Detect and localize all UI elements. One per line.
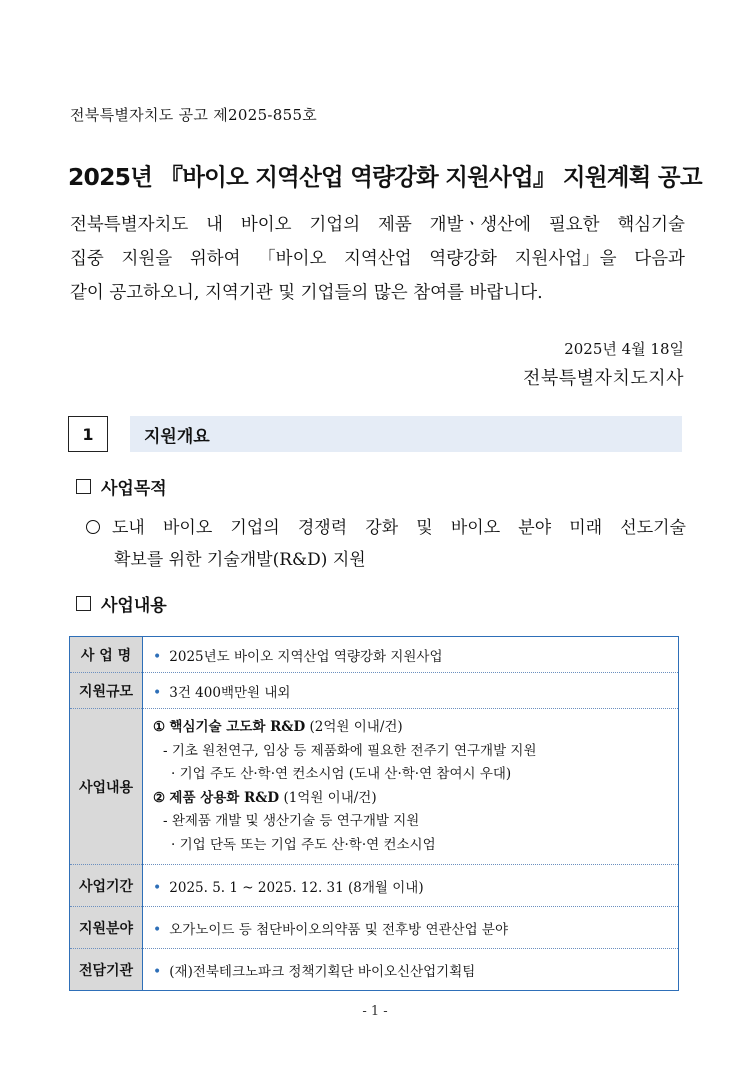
- section-number: 1: [68, 416, 108, 452]
- table-row: [70, 637, 679, 673]
- item-subdetail: · 기업 주도 산·학·연 컨소시엄 (도내 산·학·연 참여시 우대): [171, 766, 512, 782]
- intro-word: 기업의: [309, 215, 361, 235]
- notice-number: 전북특별자치도 공고 제2025-855호: [70, 106, 318, 124]
- circle-bullet-icon: [86, 520, 100, 534]
- row-label: 지원분야: [70, 907, 143, 949]
- purpose-word: 바이오: [163, 518, 213, 538]
- purpose-heading-label: 사업목적: [101, 479, 167, 499]
- purpose-word: 강화: [365, 518, 399, 538]
- purpose-word: 및: [416, 518, 433, 538]
- purpose-word: 기업의: [230, 518, 280, 538]
- overview-table: [69, 636, 679, 991]
- bullet-dot-icon: •: [153, 684, 162, 701]
- bullet-dot-icon: •: [153, 921, 162, 938]
- purpose-word: 바이오: [450, 518, 501, 538]
- row-value: [143, 865, 679, 907]
- item-detail: - 기초 원천연구, 임상 등 제품화에 필요한 전주기 연구개발 지원: [163, 742, 537, 759]
- row-value: [143, 673, 679, 709]
- content-item-2: [153, 787, 668, 811]
- purpose-word: 도내: [112, 518, 145, 538]
- purpose-word: 분야: [518, 518, 552, 538]
- purpose-word: 미래: [569, 518, 603, 538]
- intro-word: 집중: [70, 249, 104, 269]
- item-amount: (1억원 이내/건): [283, 789, 377, 806]
- table-row: [70, 907, 679, 949]
- intro-word: 내: [206, 215, 224, 235]
- intro-word: 다음과: [634, 249, 685, 269]
- intro-word: 필요한: [548, 215, 600, 235]
- bullet-dot-icon: •: [153, 963, 162, 980]
- section-title: 지원개요: [130, 416, 682, 452]
- intro-word: 핵심기술: [617, 215, 685, 235]
- item-number: ②: [153, 789, 166, 806]
- intro-line-2: [70, 242, 685, 276]
- purpose-line-2: 확보를 위한 기술개발(R&D) 지원: [114, 550, 366, 570]
- item-title: 핵심기술 고도화 R&D: [169, 719, 306, 735]
- item-number: ①: [153, 719, 166, 735]
- content-heading-label: 사업내용: [101, 596, 167, 616]
- content-heading: [76, 591, 167, 616]
- purpose-word: 경쟁력: [297, 518, 348, 538]
- bullet-dot-icon: •: [153, 879, 162, 896]
- purpose-heading: [76, 474, 167, 499]
- intro-word: 지역산업: [344, 249, 412, 269]
- intro-word: 지원을: [121, 249, 173, 269]
- item-title: 제품 상용화 R&D: [169, 789, 280, 806]
- table-row: [70, 709, 679, 865]
- intro-word: 개발ㆍ생산에: [429, 215, 531, 235]
- table-row: [70, 673, 679, 709]
- intro-word: 전북특별자치도: [70, 215, 189, 235]
- content-item-1: [153, 716, 668, 740]
- checkbox-square-icon: [76, 596, 91, 611]
- row-label: 지원규모: [70, 673, 143, 709]
- purpose-line-1: [112, 512, 686, 544]
- item-detail: - 완제품 개발 및 생산기술 등 연구개발 지원: [163, 813, 420, 829]
- item-subdetail: · 기업 단독 또는 기업 주도 산·학·연 컨소시엄: [171, 836, 436, 853]
- intro-word: 제품: [377, 215, 412, 235]
- intro-word: 역량강화: [429, 249, 497, 269]
- row-value: [143, 907, 679, 949]
- row-label: 전담기관: [70, 949, 143, 991]
- table-row: [70, 949, 679, 991]
- page-number: - 1 -: [362, 1004, 388, 1019]
- intro-line-1: [70, 208, 685, 242]
- page-title: 2025년 『바이오 지역산업 역량강화 지원사업』 지원계획 공고: [68, 163, 702, 191]
- row-label: 사업기간: [70, 865, 143, 907]
- support-scale: 3건 400백만원 내외: [169, 684, 291, 701]
- row-value: [143, 949, 679, 991]
- row-label: 사 업 명: [70, 637, 143, 673]
- table-row: [70, 865, 679, 907]
- issuer: 전북특별자치도지사: [523, 368, 684, 389]
- business-name: 2025년도 바이오 지역산업 역량강화 지원사업: [169, 648, 443, 665]
- intro-line-3: 같이 공고하오니, 지역기관 및 기업들의 많은 참여를 바랍니다.: [70, 283, 543, 303]
- business-period: 2025. 5. 1 ~ 2025. 12. 31 (8개월 이내): [169, 879, 424, 896]
- row-value: [143, 637, 679, 673]
- intro-word: 바이오: [240, 215, 292, 235]
- row-label: 사업내용: [70, 709, 143, 865]
- intro-word: 「바이오: [258, 249, 327, 269]
- bullet-dot-icon: •: [153, 648, 162, 665]
- row-value: [143, 709, 679, 865]
- item-amount: (2억원 이내/건): [309, 719, 403, 735]
- intro-word: 위하여: [189, 249, 241, 269]
- intro-paragraph: [70, 208, 685, 310]
- checkbox-square-icon: [76, 479, 91, 494]
- intro-word: 지원사업」을: [514, 249, 617, 269]
- support-field: 오가노이드 등 첨단바이오의약품 및 전후방 연관산업 분야: [169, 921, 508, 938]
- purpose-bullet: [86, 512, 686, 576]
- purpose-word: 선도기술: [620, 518, 686, 538]
- managing-agency: (재)전북테크노파크 정책기획단 바이오신산업기획팀: [169, 963, 476, 980]
- notice-date: 2025년 4월 18일: [564, 340, 684, 358]
